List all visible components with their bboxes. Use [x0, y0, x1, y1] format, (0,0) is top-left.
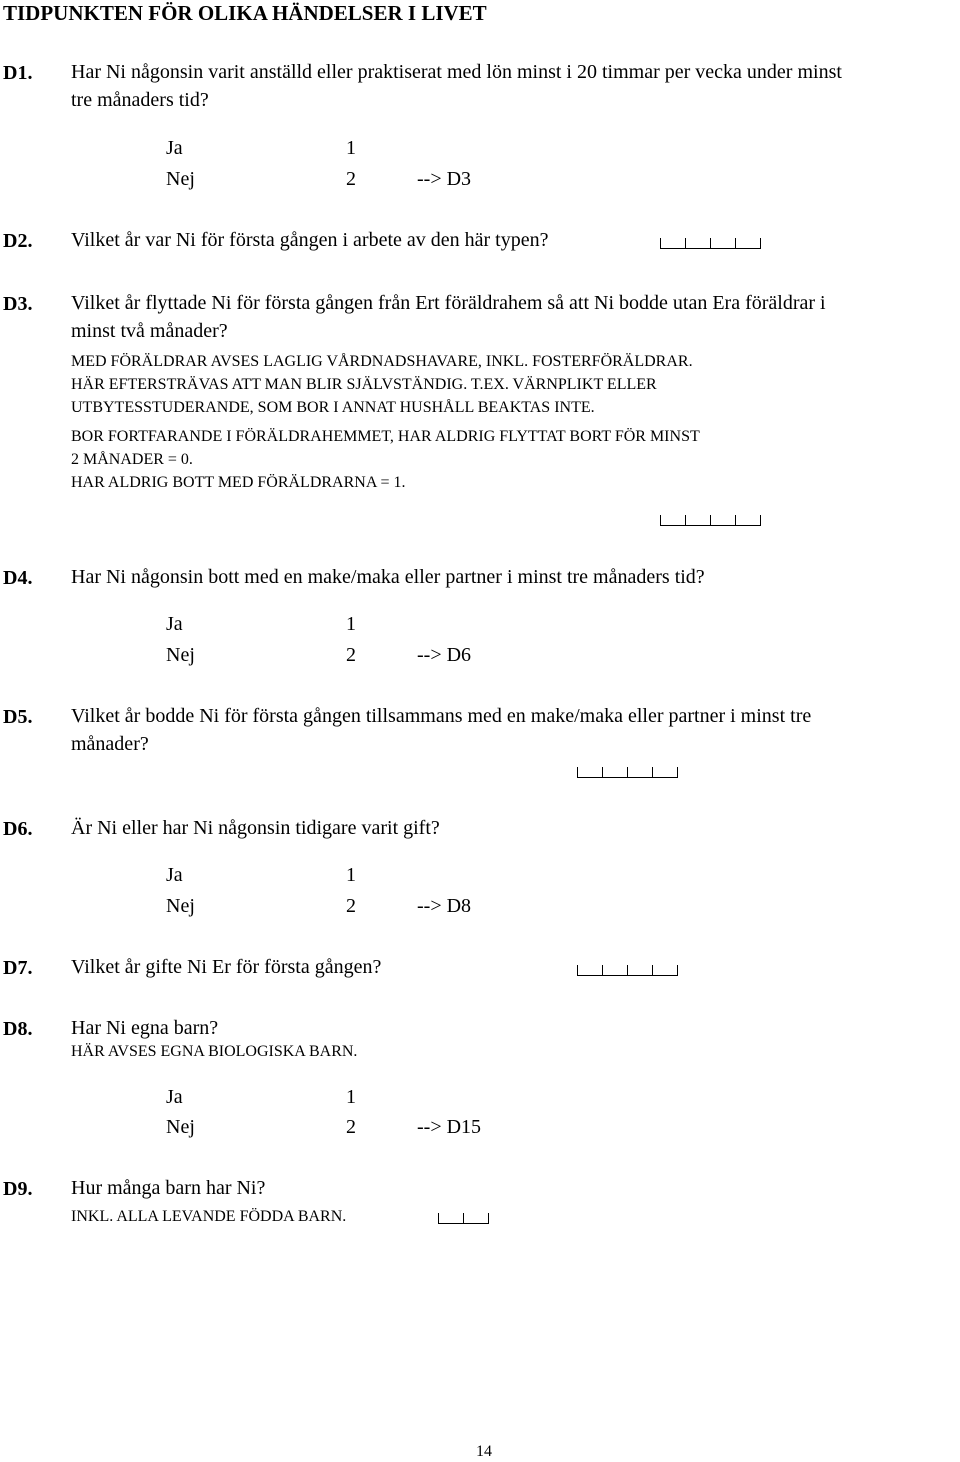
digit-box[interactable]: [627, 965, 652, 976]
question-number-d1: D1.: [3, 62, 33, 84]
digit-box[interactable]: [577, 965, 602, 976]
interviewer-note: [71, 350, 693, 419]
skip-instruction: --> D15: [417, 1116, 482, 1138]
question-text-d4: Har Ni någonsin bott med en make/maka eller partner i minst tre månaders tid?: [71, 566, 705, 588]
question-text-d7: Vilket år gifte Ni Er för första gången?: [71, 956, 382, 978]
option-code[interactable]: 2: [346, 644, 356, 666]
year-answer-boxes[interactable]: [660, 510, 761, 526]
digit-box[interactable]: [627, 767, 652, 778]
interviewer-note: INKL. ALLA LEVANDE FÖDDA BARN.: [71, 1208, 347, 1225]
question-text-line: minst två månader?: [71, 320, 228, 342]
digit-box[interactable]: [685, 238, 710, 249]
question-text-d9: Hur många barn har Ni?: [71, 1177, 266, 1199]
question-text-line: Har Ni någonsin varit anställd eller praktiserat med lön minst i 20 timmar per vecka under minst: [71, 61, 842, 83]
digit-box[interactable]: [602, 965, 627, 976]
question-number-d9: D9.: [3, 1178, 33, 1200]
digit-box[interactable]: [438, 1213, 463, 1224]
digit-box[interactable]: [710, 238, 735, 249]
digit-box[interactable]: [660, 238, 685, 249]
option-label: Nej: [166, 1116, 195, 1138]
question-text-d8: Har Ni egna barn?: [71, 1017, 219, 1039]
option-code[interactable]: 1: [346, 613, 356, 635]
digit-box[interactable]: [652, 965, 678, 976]
option-label: Ja: [166, 864, 183, 886]
note-line: MED FÖRÄLDRAR AVSES LAGLIG VÅRDNADSHAVARE, INKL. FOSTERFÖRÄLDRAR.: [71, 353, 693, 370]
option-label: Ja: [166, 1086, 183, 1108]
option-code[interactable]: 2: [346, 1116, 356, 1138]
interviewer-note: HÄR AVSES EGNA BIOLOGISKA BARN.: [71, 1043, 358, 1060]
skip-instruction: --> D8: [417, 895, 472, 917]
page-number: 14: [476, 1443, 492, 1460]
note-line: BOR FORTFARANDE I FÖRÄLDRAHEMMET, HAR ALDRIG FLYTTAT BORT FÖR MINST: [71, 428, 700, 445]
skip-instruction: --> D6: [417, 644, 472, 666]
note-line: 2 MÅNADER = 0.: [71, 451, 193, 468]
option-label: Nej: [166, 168, 195, 190]
digit-box[interactable]: [660, 515, 685, 526]
question-number-d5: D5.: [3, 706, 33, 728]
question-text-line: Vilket år flyttade Ni för första gången från Ert föräldrahem så att Ni bodde utan Era föräldrar i: [71, 292, 826, 314]
note-line: UTBYTESSTUDERANDE, SOM BOR I ANNAT HUSHÅLL BEAKTAS INTE.: [71, 399, 595, 416]
question-text-d3: [71, 289, 826, 345]
option-code[interactable]: 1: [346, 137, 356, 159]
option-code[interactable]: 2: [346, 168, 356, 190]
year-answer-boxes[interactable]: [577, 960, 678, 976]
question-number-d3: D3.: [3, 293, 33, 315]
digit-box[interactable]: [735, 515, 761, 526]
question-text-line: tre månaders tid?: [71, 89, 209, 111]
question-text-line: månader?: [71, 733, 149, 755]
question-text-line: Vilket år bodde Ni för första gången tillsammans med en make/maka eller partner i minst tre: [71, 705, 812, 727]
question-text-d1: [71, 58, 842, 114]
year-answer-boxes[interactable]: [660, 233, 761, 249]
question-text-d5: [71, 702, 811, 758]
question-number-d4: D4.: [3, 567, 33, 589]
digit-box[interactable]: [710, 515, 735, 526]
digit-box[interactable]: [577, 767, 602, 778]
question-number-d8: D8.: [3, 1018, 33, 1040]
option-label: Nej: [166, 644, 195, 666]
option-label: Ja: [166, 613, 183, 635]
note-line: HAR ALDRIG BOTT MED FÖRÄLDRARNA = 1.: [71, 474, 406, 491]
option-code[interactable]: 1: [346, 864, 356, 886]
question-number-d2: D2.: [3, 230, 33, 252]
digit-box[interactable]: [735, 238, 761, 249]
digit-box[interactable]: [602, 767, 627, 778]
question-text-d2: Vilket år var Ni för första gången i arbete av den här typen?: [71, 229, 549, 251]
question-number-d7: D7.: [3, 957, 33, 979]
note-line: HÄR EFTERSTRÄVAS ATT MAN BLIR SJÄLVSTÄNDIG. T.EX. VÄRNPLIKT ELLER: [71, 376, 657, 393]
question-number-d6: D6.: [3, 818, 33, 840]
interviewer-note: [71, 425, 700, 494]
count-answer-boxes[interactable]: [438, 1208, 489, 1224]
option-label: Nej: [166, 895, 195, 917]
digit-box[interactable]: [652, 767, 678, 778]
page-title: TIDPUNKTEN FÖR OLIKA HÄNDELSER I LIVET: [3, 1, 487, 25]
option-code[interactable]: 1: [346, 1086, 356, 1108]
question-text-d6: Är Ni eller har Ni någonsin tidigare varit gift?: [71, 817, 440, 839]
skip-instruction: --> D3: [417, 168, 472, 190]
digit-box[interactable]: [463, 1213, 489, 1224]
option-label: Ja: [166, 137, 183, 159]
digit-box[interactable]: [685, 515, 710, 526]
year-answer-boxes[interactable]: [577, 762, 678, 778]
option-code[interactable]: 2: [346, 895, 356, 917]
